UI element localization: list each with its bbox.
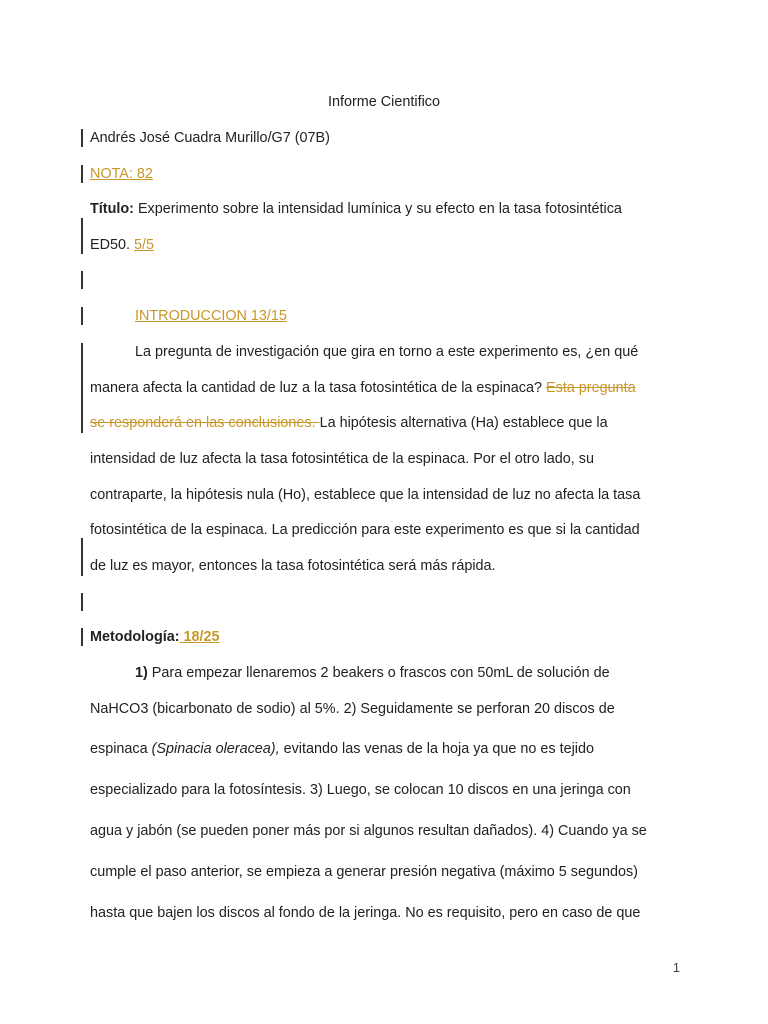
revision-bar <box>81 218 83 254</box>
grade-comment: NOTA: 82 <box>90 166 153 182</box>
revision-bar <box>81 271 83 289</box>
method-score: 18/25 <box>179 629 220 645</box>
document-heading: Informe Cientifico <box>328 94 440 110</box>
method-line: hasta que bajen los discos al fondo de la jeringa. No es requisito, pero en caso de que <box>90 905 641 921</box>
intro-line: La pregunta de investigación que gira en torno a este experimento es, ¿en qué <box>135 344 639 360</box>
title-continuation: ED50. <box>90 237 134 253</box>
title-text: Experimento sobre la intensidad lumínica y su efecto en la tasa fotosintética <box>133 201 622 217</box>
method-line: NaHCO3 (bicarbonato de sodio) al 5%. 2) Seguidamente se perforan 20 discos de <box>90 701 615 717</box>
deleted-text: se responderá en las conclusiones. <box>90 415 320 431</box>
method-text: espinaca <box>90 741 152 757</box>
step-number: 1) <box>135 665 148 681</box>
revision-bar <box>81 628 83 646</box>
method-text: Para empezar llenaremos 2 beakers o frascos con 50mL de solución de <box>147 665 610 681</box>
title-line-2 <box>90 235 154 255</box>
intro-line: fotosintética de la espinaca. La predicción para este experimento es que si la cantidad <box>90 522 640 538</box>
intro-line <box>90 378 636 398</box>
title-line <box>90 199 622 219</box>
revision-bar <box>81 129 83 147</box>
revision-bar <box>81 593 83 611</box>
method-heading-line <box>90 627 220 647</box>
revision-bar <box>81 538 83 576</box>
intro-line: contraparte, la hipótesis nula (Ho), establece que la intensidad de luz no afecta la tasa <box>90 487 641 503</box>
method-line: cumple el paso anterior, se empieza a generar presión negativa (máximo 5 segundos) <box>90 864 638 880</box>
deleted-text: Esta pregunta <box>546 380 636 396</box>
page-number: 1 <box>672 960 680 975</box>
intro-heading: INTRODUCCION 13/15 <box>135 308 287 324</box>
method-line: agua y jabón (se pueden poner más por si algunos resultan dañados). 4) Cuando ya se <box>90 823 647 839</box>
method-line: especializado para la fotosíntesis. 3) Luego, se colocan 10 discos en una jeringa con <box>90 782 631 798</box>
author-line: Andrés José Cuadra Murillo/G7 (07B) <box>90 130 330 146</box>
species-name: (Spinacia oleracea), <box>151 741 280 757</box>
intro-line <box>90 413 608 433</box>
intro-text: manera afecta la cantidad de luz a la tasa fotosintética de la espinaca? <box>90 380 546 396</box>
method-label: Metodología: <box>90 629 180 645</box>
method-line <box>90 739 594 759</box>
revision-bar <box>81 307 83 325</box>
revision-bar <box>81 343 83 433</box>
title-label: Título: <box>90 201 134 217</box>
method-line <box>135 663 610 683</box>
revision-bar <box>81 165 83 183</box>
intro-line: intensidad de luz afecta la tasa fotosintética de la espinaca. Por el otro lado, su <box>90 451 594 467</box>
intro-text: La hipótesis alternativa (Ha) establece que la <box>319 415 608 431</box>
method-text: evitando las venas de la hoja ya que no es tejido <box>279 741 595 757</box>
intro-line: de luz es mayor, entonces la tasa fotosintética será más rápida. <box>90 558 496 574</box>
title-score: 5/5 <box>134 237 155 253</box>
